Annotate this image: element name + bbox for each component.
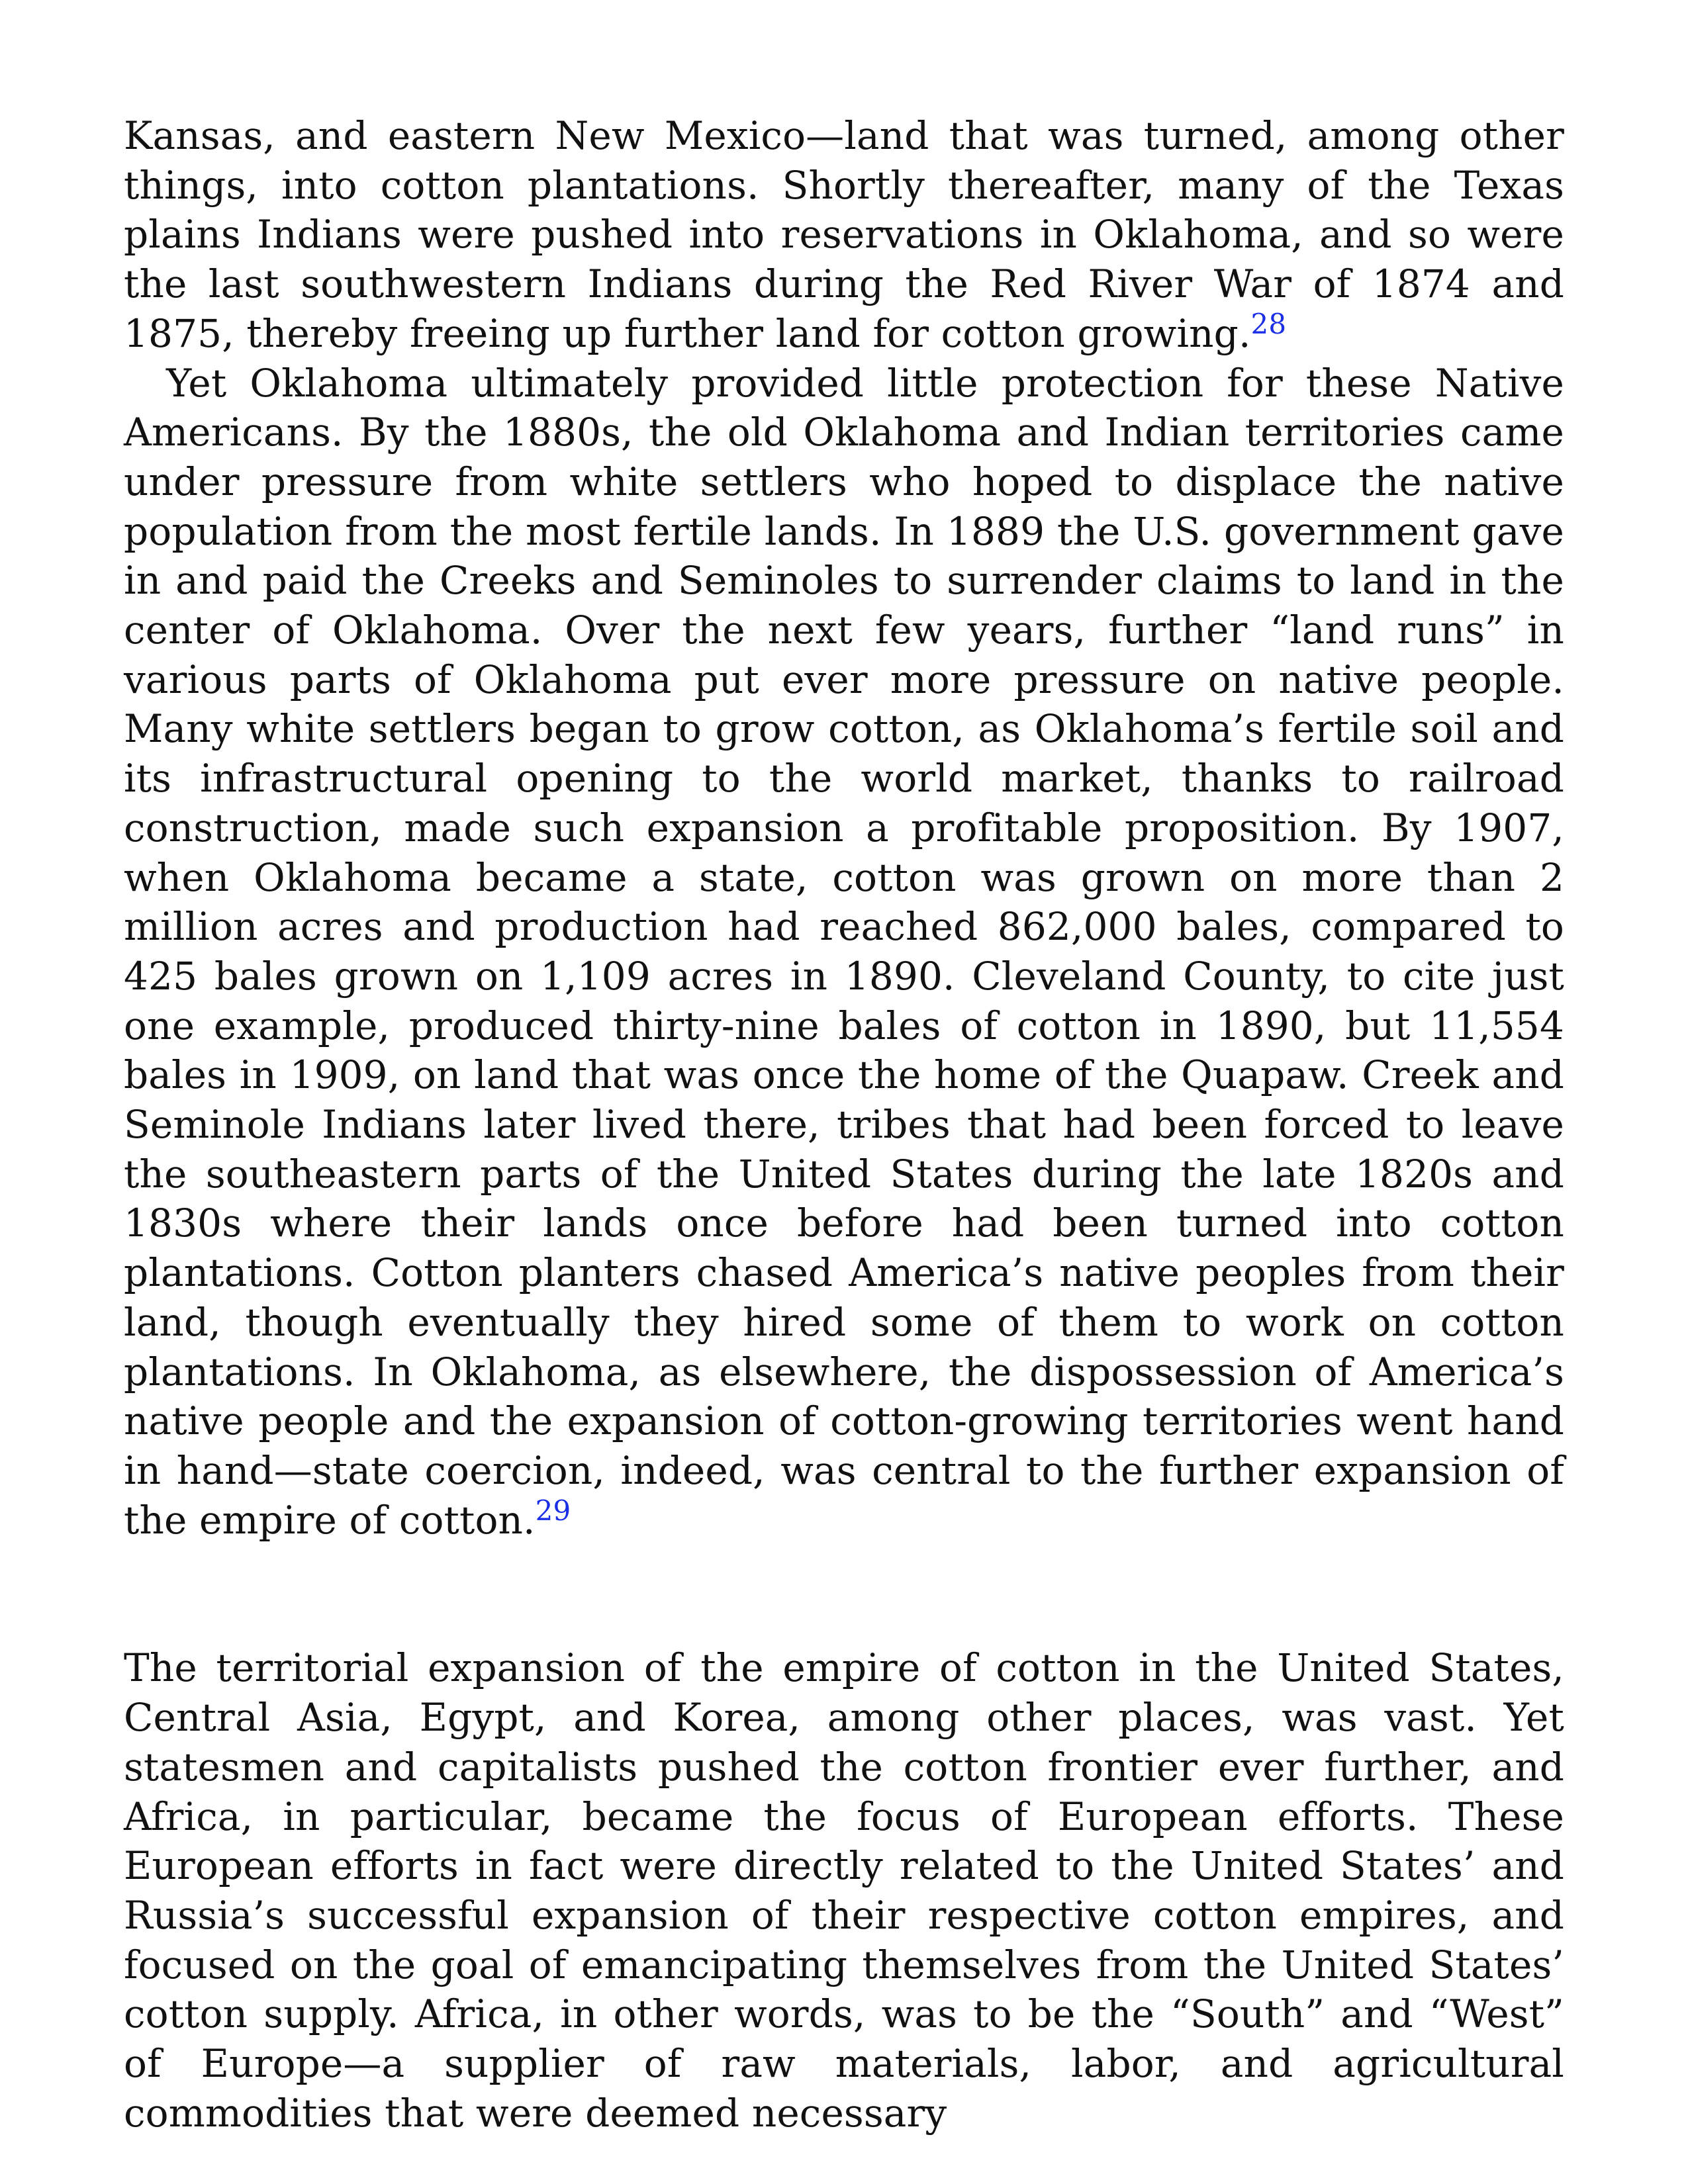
paragraph-3 xyxy=(124,1643,1564,2138)
paragraph-2-text: Yet Oklahoma ultimately provided little protection for these Native Americans. By the 1880s, the old Oklahoma and Indian territories came under pressure from white settlers who hoped to displace the native population from the most fertile lands. In 1889 the U.S. government gave in and paid the Creeks and Seminoles to surrender claims to land in the center of Oklahoma. Over the next few years, further “land runs” in various parts of Oklahoma put ever more pressure on native people. Many white settlers began to grow cotton, as Oklahoma’s fertile soil and its infrastructural opening to the world market, thanks to railroad construction, made such expansion a profitable proposition. By 1907, when Oklahoma became a state, cotton was grown on more than 2 million acres and production had reached 862,000 bales, compared to 425 bales grown on 1,109 acres in 1890. Cleveland County, to cite just one example, produced thirty-nine bales of cotton in 1890, but 11,554 bales in 1909, on land that was once the home of the Quapaw. Creek and Seminole Indians later lived there, tribes that had been forced to leave the southeastern parts of the United States during the late 1820s and 1830s where their lands once before had been turned into cotton plantations. Cotton planters chased America’s native peoples from their land, though eventually they hired some of them to work on cotton plantations. In Oklahoma, as elsewhere, the dispossession of America’s native people and the expansion of cotton-growing territories went hand in hand—state coercion, indeed, was central to the further expansion of the empire of cotton. xyxy=(124,360,1564,1543)
paragraph-1 xyxy=(124,111,1564,359)
footnote-ref-28[interactable]: 28 xyxy=(1250,307,1287,340)
document-page xyxy=(124,111,1564,2138)
paragraph-2 xyxy=(124,359,1564,1545)
paragraph-1-text: Kansas, and eastern New Mexico—land that was turned, among other things, into cotton plantations. Shortly thereafter, many of the Texas plains Indians were pushed into reservations in Oklahoma, and so were the last southwestern Indians during the Red River War of 1874 and 1875, thereby freeing up further land for cotton growing. xyxy=(124,113,1564,356)
paragraph-3-text: The territorial expansion of the empire of cotton in the United States, Central Asia, Egypt, and Korea, among other places, was vast. Yet statesmen and capitalists pushed the cotton frontier ever further, and Africa, in particular, became the focus of European efforts. These European efforts in fact were directly related to the United States’ and Russia’s successful expansion of their respective cotton empires, and focused on the goal of emancipating themselves from the United States’ cotton supply. Africa, in other words, was to be the “South” and “West” of Europe—a supplier of raw materials, labor, and agricultural commodities that were deemed necessary xyxy=(124,1645,1564,2136)
footnote-ref-29[interactable]: 29 xyxy=(535,1494,571,1527)
